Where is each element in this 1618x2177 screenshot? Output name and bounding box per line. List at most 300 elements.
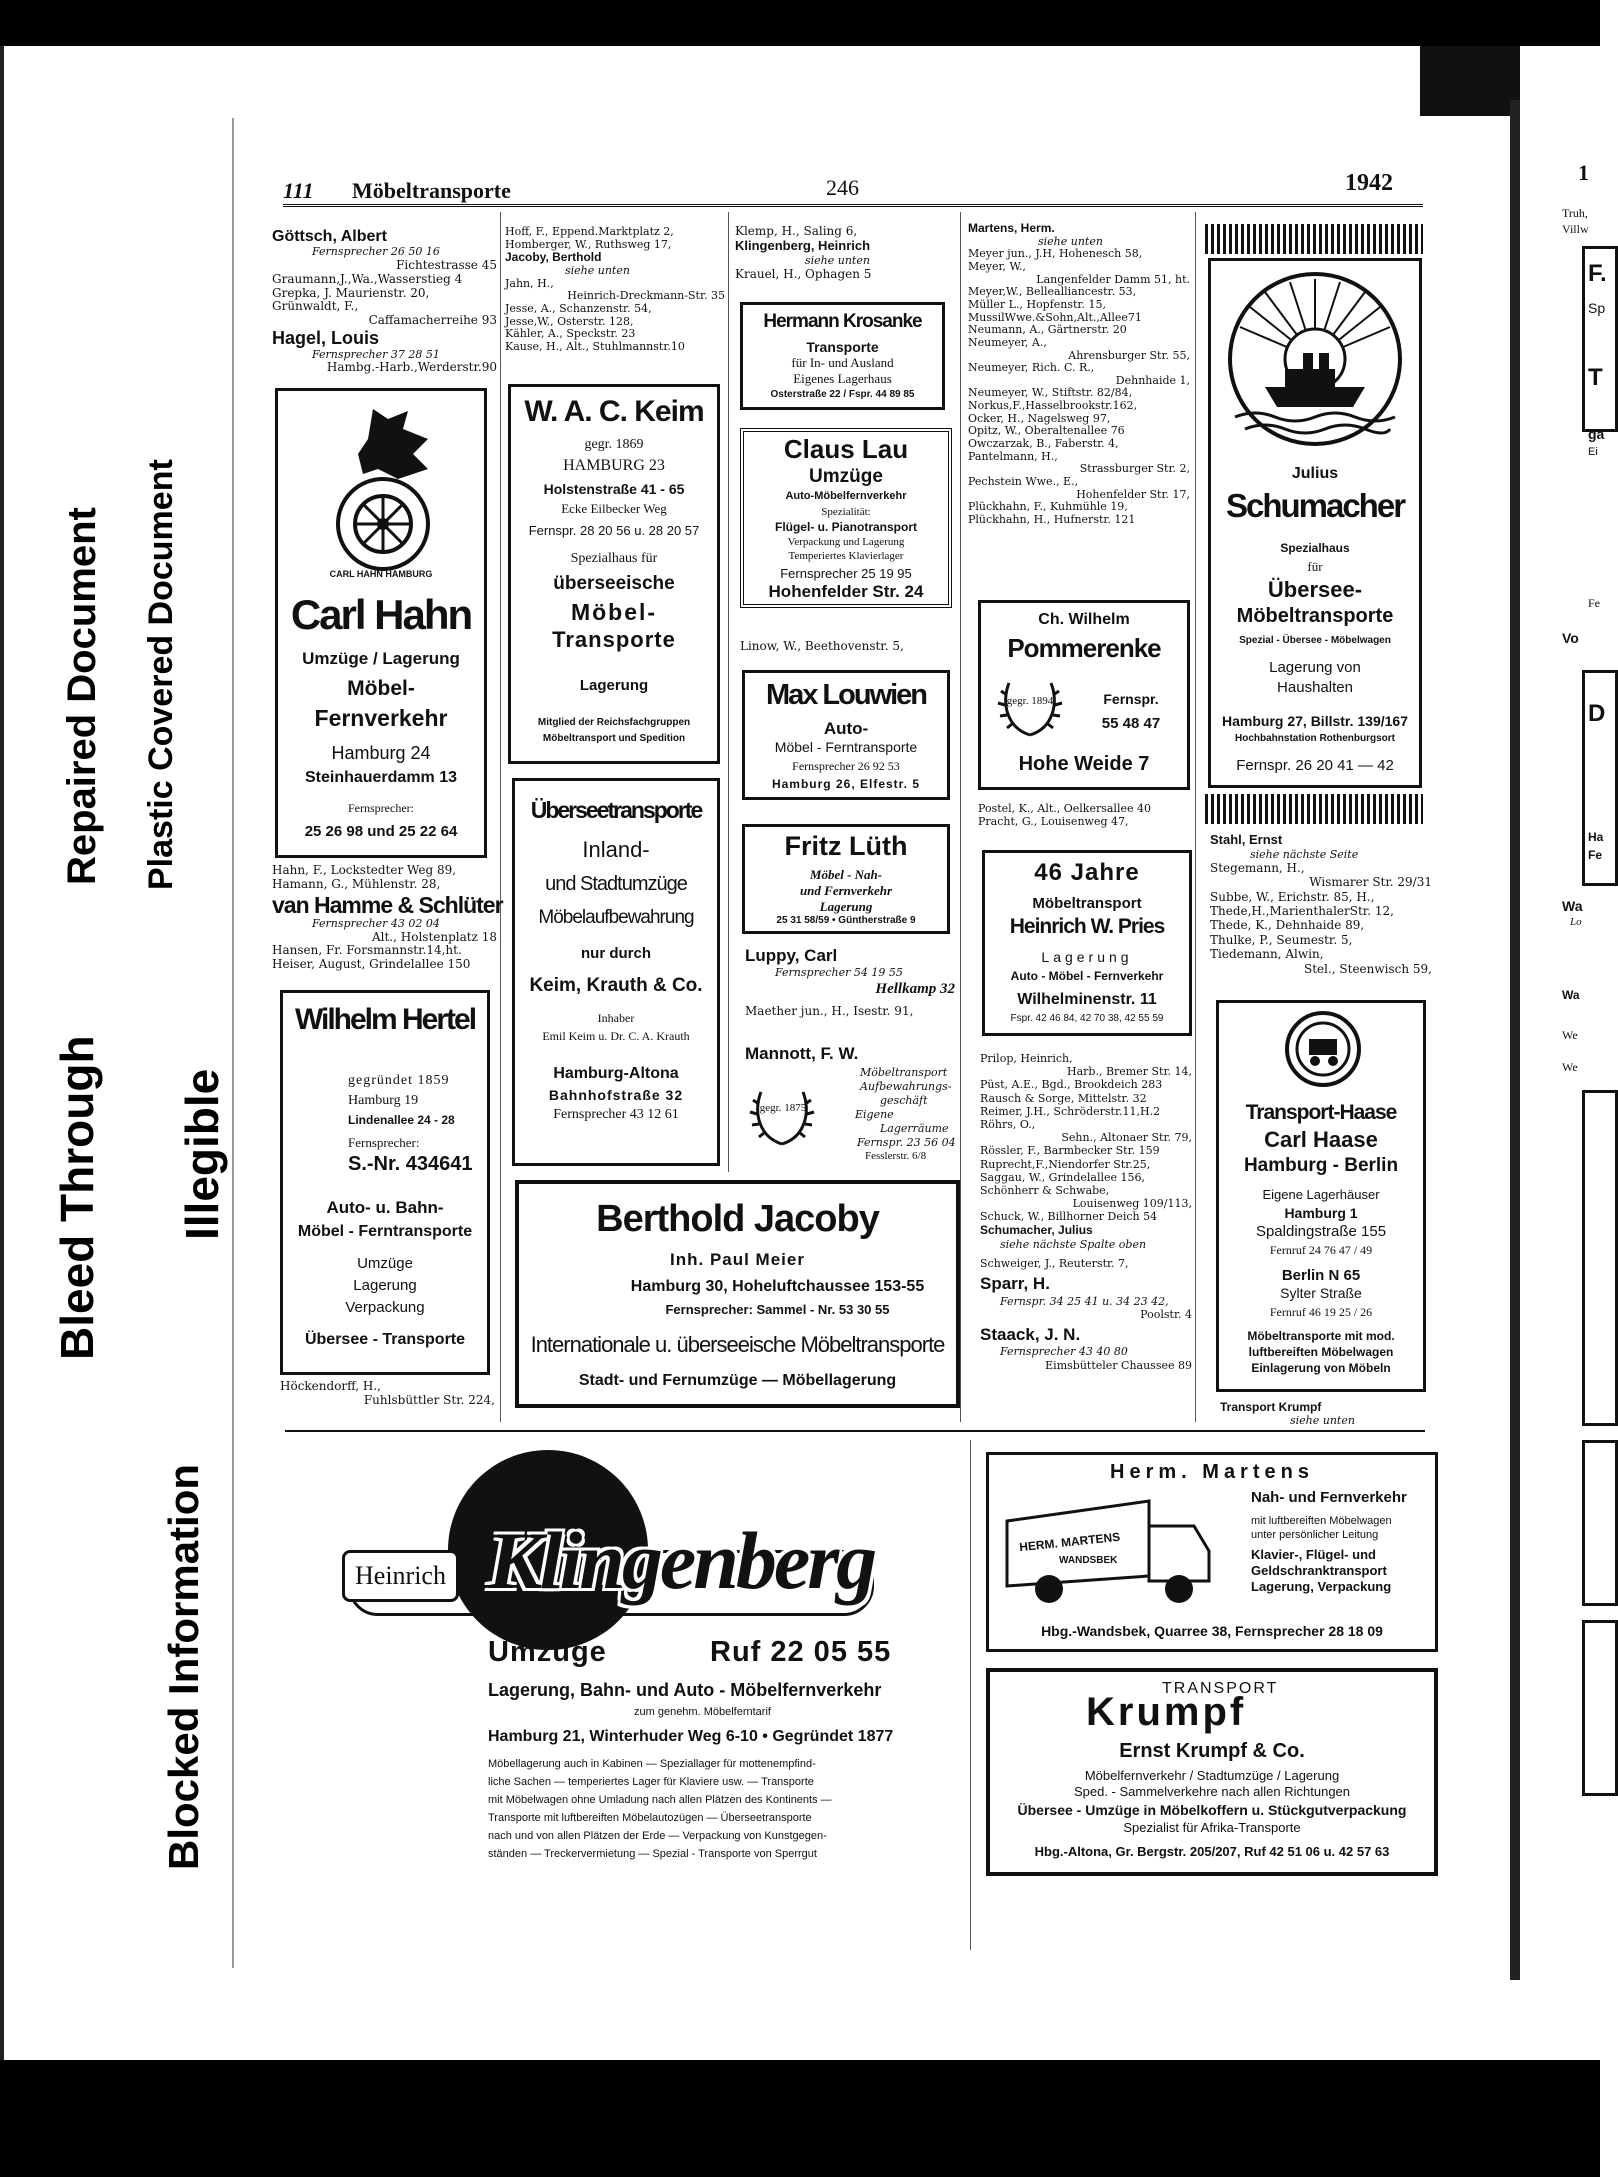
listing-entry: Schuck, W., Billhorner Deich 54 xyxy=(980,1210,1158,1224)
col4-bottom-listing xyxy=(980,1052,1192,1372)
listing-name: Transport Krumpf xyxy=(1220,1400,1322,1414)
listing-address: Eimsbütteler Chaussee 89 xyxy=(1045,1358,1192,1372)
krumpf-line3: Übersee - Umzüge in Möbelkoffern u. Stückgutverpackung xyxy=(1017,1802,1407,1818)
klingenberg-line10: ständen — Treckervermietung — Spezial - Transporte von Sperrgut xyxy=(488,1848,817,1860)
klingenberg-line6: liche Sachen — temperiertes Lager für Klaviere usw. — Transporte xyxy=(488,1776,814,1788)
label-blocked-information: Blocked Information xyxy=(160,1463,207,1870)
ad-krosanke xyxy=(740,302,945,410)
listing-entry: Thede, K., Dehnhaide 89, xyxy=(1210,918,1365,933)
pries-line4: Wilhelminenstr. 11 xyxy=(1017,991,1157,1008)
listing-entry: Owczarzak, B., Faberstr. 4, xyxy=(968,437,1119,451)
pommerenke-name: Pommerenke xyxy=(1007,633,1161,663)
ad-keim-krauth xyxy=(512,778,720,1166)
listing-entry: Plückhahn, F., Kuhmühle 19, xyxy=(968,500,1128,514)
mannott-line6: Fernspr. 23 56 04 xyxy=(857,1136,956,1149)
lau-line3: Spezialität: xyxy=(821,506,871,518)
pries-name: Heinrich W. Pries xyxy=(1009,915,1165,938)
listing-entry: Kause, H., Alt., Stuhlmannstr.10 xyxy=(505,339,685,353)
lueth-name: Fritz Lüth xyxy=(784,831,908,861)
fragment-box xyxy=(1582,1440,1618,1606)
ad-fritz-lueth xyxy=(742,824,950,934)
martens-line3: unter persönlicher Leitung xyxy=(1251,1529,1379,1541)
schumacher-name: Schumacher xyxy=(1225,487,1405,524)
hertel-street: Lindenallee 24 - 28 xyxy=(348,1113,455,1127)
klingenberg-line1b: Ruf 22 05 55 xyxy=(710,1636,892,1668)
lau-line2: Auto-Möbelfernverkehr xyxy=(785,490,907,502)
haase-city: Hamburg - Berlin xyxy=(1243,1155,1399,1176)
pommerenke-founded: gegr. 1894 xyxy=(1006,695,1054,707)
keim-corner: Ecke Eilbecker Weg xyxy=(561,501,667,516)
carl-hahn-name: Carl Hahn xyxy=(290,591,472,638)
col3-linow: Linow, W., Beethovenstr. 5, xyxy=(740,639,904,653)
lau-line1: Umzüge xyxy=(809,466,883,487)
listing-phone: Fernsprecher 26 50 16 xyxy=(312,245,440,259)
krumpf-name: Krumpf xyxy=(1086,1690,1247,1734)
listing-name: van Hamme & Schlüter xyxy=(272,891,503,918)
mannott-line7: Fesslerstr. 6/8 xyxy=(865,1150,927,1162)
listing-name: Staack, J. N. xyxy=(980,1324,1081,1344)
klingenberg-name: Klingenberg xyxy=(488,1515,875,1606)
klingenberg-line3: zum genehm. Möbelferntarif xyxy=(634,1706,771,1718)
krumpf-line1: Möbelfernverkehr / Stadtumzüge / Lagerung xyxy=(1084,1768,1340,1783)
listing-entry: Ruprecht,F.,Niendorfer Str.25, xyxy=(980,1157,1151,1171)
fragment-text: Villw xyxy=(1562,222,1589,236)
col-divider-4 xyxy=(1195,212,1196,1422)
listing-name: Klingenberg, Heinrich xyxy=(735,238,871,254)
jacoby-line2: Stadt- und Fernumzüge — Möbellagerung xyxy=(578,1372,897,1389)
jacoby-phone: Fernsprecher: Sammel - Nr. 53 30 55 xyxy=(665,1302,890,1317)
listing-entry: Graumann,J.,Wa.,Wasserstieg 4 xyxy=(272,271,463,286)
mannott-name: Mannott, F. W. xyxy=(745,1044,859,1063)
scan-border-top xyxy=(0,0,1600,46)
listing-entry: Kähler, A., Speckstr. 23 xyxy=(505,327,636,341)
label-repaired-document: Repaired Document xyxy=(60,507,104,885)
haase-line8: Möbeltransporte mit mod. xyxy=(1247,1329,1395,1343)
louwien-line3: Fernsprecher 26 92 53 xyxy=(792,759,900,773)
listing-phone: Fernsprecher 43 40 80 xyxy=(1000,1345,1128,1359)
laurel-wreath-icon xyxy=(747,1082,817,1152)
carl-hahn-city: Hamburg 24 xyxy=(331,743,431,763)
col3-luppy xyxy=(745,946,955,1018)
krumpf-line5: Hbg.-Altona, Gr. Bergstr. 205/207, Ruf 42 51 06 u. 42 57 63 xyxy=(1034,1844,1390,1859)
fragment-text: F. xyxy=(1588,260,1607,287)
keim2-line2: Inland- xyxy=(582,837,650,862)
fragment-text: Wa xyxy=(1562,988,1580,1002)
hertel-founded: gegründet 1859 xyxy=(348,1073,450,1088)
listing-entry: Grünwaldt, F., xyxy=(272,299,359,314)
jacoby-line1: Internationale u. überseeische Möbeltransporte xyxy=(530,1332,945,1357)
bottom-rule xyxy=(285,1430,1425,1432)
listing-entry: MussilWwe.&Sohn,Alt.,Allee71 xyxy=(968,310,1142,324)
haase-line4: Fernruf 24 76 47 / 49 xyxy=(1269,1243,1373,1257)
listing-entry: Röhrs, O., xyxy=(980,1117,1036,1131)
schumacher-line1: Spezialhaus xyxy=(1280,541,1350,555)
fragment-text: Lo xyxy=(1570,916,1582,928)
schumacher-line9: Hochbahnstation Rothenburgsort xyxy=(1235,733,1395,744)
keim-name: W. A. C. Keim xyxy=(524,395,704,428)
listing-entry: Klemp, H., Saling 6, xyxy=(735,224,858,238)
fragment-year: 1 xyxy=(1578,160,1589,185)
listing-entry: Neumeyer, Rich. C. R., xyxy=(968,361,1095,375)
haase-logo-icon xyxy=(1283,1009,1363,1089)
listing-entry: Neumeyer, A., xyxy=(968,335,1047,349)
listing-entry: Homberger, W., Ruthsweg 17, xyxy=(505,237,672,251)
keim2-line1: Überseetransporte xyxy=(530,797,702,823)
ad-krumpf xyxy=(986,1668,1438,1876)
fragment-text: Fe xyxy=(1588,848,1603,862)
hertel-line3: Umzüge xyxy=(357,1255,413,1272)
col-divider-3 xyxy=(960,212,961,1422)
klingenberg-first: Heinrich xyxy=(342,1550,459,1602)
martens-line1: Nah- und Fernverkehr xyxy=(1251,1489,1407,1506)
listing-name: Martens, Herm. xyxy=(968,221,1055,235)
krosanke-line4: Osterstraße 22 / Fspr. 44 89 85 xyxy=(770,389,915,400)
keim-street: Holstenstraße 41 - 65 xyxy=(543,481,685,497)
schumacher-line2: für xyxy=(1307,559,1323,574)
lau-line7: Fernsprecher 25 19 95 xyxy=(780,566,912,581)
fragment-text: We xyxy=(1562,1028,1578,1042)
listing-entry: Plückhahn, H., Hufnerstr. 121 xyxy=(968,512,1136,526)
listing-entry: Meyer,W., Bellealliancestr. 53, xyxy=(968,285,1137,299)
listing-note: siehe unten xyxy=(565,264,630,278)
header-section-number: 111 xyxy=(283,178,314,203)
listing-entry: Pechstein Wwe., E., xyxy=(968,474,1079,488)
listing-address: Sehn., Altonaer Str. 79, xyxy=(1061,1131,1192,1145)
listing-note: siehe nächste Seite xyxy=(1250,847,1359,861)
klingenberg-line1: Umzüge xyxy=(488,1636,607,1668)
krumpf-line2: Sped. - Sammelverkehre nach allen Richtungen xyxy=(1073,1784,1351,1799)
mannott-line1: Möbeltransport xyxy=(860,1066,948,1079)
listing-entry: Höckendorff, H., xyxy=(280,1379,381,1393)
listing-note: siehe unten xyxy=(805,253,870,267)
lau-line6: Temperiertes Klavierlager xyxy=(788,550,904,562)
pommerenke-phone: 55 48 47 xyxy=(1101,715,1161,732)
keim-spec4: Transporte xyxy=(552,627,676,652)
lau-name: Claus Lau xyxy=(783,434,909,464)
listing-note: siehe unten xyxy=(1290,1414,1355,1428)
listing-entry: Saggau, W., Grindelallee 156, xyxy=(980,1170,1146,1184)
martens-truck-label: HERM. MARTENS xyxy=(1018,1529,1121,1555)
ad-berthold-jacoby xyxy=(515,1180,960,1408)
klingenberg-line2: Lagerung, Bahn- und Auto - Möbelfernverkehr xyxy=(488,1680,882,1700)
listing-entry: Jesse,W., Osterstr. 128, xyxy=(505,314,634,328)
listing-address: Fuhlsbüttler Str. 224, xyxy=(363,1392,495,1407)
louwien-line4: Hamburg 26, Elfestr. 5 xyxy=(771,777,921,791)
fragment-text: T xyxy=(1588,364,1603,391)
haase-name2: Carl Haase xyxy=(1264,1127,1378,1152)
listing-entry: Tiedemann, Alwin, xyxy=(1210,947,1324,962)
keim2-line8: Emil Keim u. Dr. C. A. Krauth xyxy=(542,1029,690,1043)
listing-address: Harb., Bremer Str. 14, xyxy=(1067,1065,1192,1079)
sun-ship-icon xyxy=(1225,267,1405,457)
hertel-line2: Möbel - Ferntransporte xyxy=(297,1223,473,1240)
listing-name: Stahl, Ernst xyxy=(1210,832,1283,847)
listing-address: Dehnhaide 1, xyxy=(1115,373,1190,387)
listing-name: Göttsch, Albert xyxy=(272,228,387,245)
schumacher-stripe-bottom xyxy=(1205,794,1423,824)
listing-entry: Maether jun., H., Isestr. 91, xyxy=(745,1003,914,1018)
col5-bottom-listing xyxy=(1220,1400,1420,1428)
martens-line7: Hbg.-Wandsbek, Quarree 38, Fernsprecher 28 18 09 xyxy=(1041,1623,1383,1639)
col-divider-2 xyxy=(728,212,729,1172)
pommerenke-phone-label: Fernspr. xyxy=(1103,691,1159,707)
klingenberg-line8: Transporte mit luftbereiften Möbelautozügen — Überseetransporte xyxy=(488,1812,812,1824)
hertel-line5: Verpackung xyxy=(345,1299,425,1316)
listing-entry: Meyer, W., xyxy=(968,260,1026,274)
pries-line5: Fspr. 42 46 84, 42 70 38, 42 55 59 xyxy=(1010,1013,1164,1024)
listing-entry: Postel, K., Alt., Oelkersallee 40 xyxy=(978,802,1151,815)
listing-entry: Hamann, G., Mühlenstr. 28, xyxy=(272,876,441,891)
ad-wilhelm-hertel xyxy=(280,990,490,1375)
col3-top-listing xyxy=(735,224,955,282)
col5-mid-listing xyxy=(1210,832,1432,976)
hertel-line6: Übersee - Transporte xyxy=(304,1331,466,1348)
krosanke-name: Hermann Krosanke xyxy=(763,311,922,332)
listing-entry: Rössler, F., Barmbecker Str. 159 xyxy=(980,1144,1160,1158)
listing-entry: Heiser, August, Grindelallee 150 xyxy=(272,957,471,972)
fragment-box xyxy=(1582,1090,1618,1426)
listing-address: Fichtestrasse 45 xyxy=(396,258,497,273)
keim2-line11: Fernsprecher 43 12 61 xyxy=(553,1107,679,1122)
carl-hahn-line2: Möbel- xyxy=(347,677,415,700)
listing-entry: Prilop, Heinrich, xyxy=(980,1052,1073,1065)
fragment-text: We xyxy=(1562,1060,1578,1074)
keim2-line7: Inhaber xyxy=(597,1011,635,1025)
lau-line8: Hohenfelder Str. 24 xyxy=(768,582,924,601)
pries-line0: 46 Jahre xyxy=(1034,859,1140,886)
martens-line5: Geldschranktransport xyxy=(1251,1563,1387,1578)
listing-entry: Schweiger, J., Reuterstr. 7, xyxy=(980,1257,1129,1271)
martens-line2: mit luftbereiften Möbelwagen xyxy=(1251,1515,1392,1527)
rooster-wheel-logo xyxy=(318,399,448,589)
martens-truck-label2: WANDSBEK xyxy=(1059,1555,1118,1566)
col1-top-listing xyxy=(272,228,497,375)
pries-line3: Auto - Möbel - Fernverkehr xyxy=(1010,969,1164,983)
schumacher-line6: Lagerung von xyxy=(1269,659,1361,676)
listing-name: Sparr, H. xyxy=(980,1274,1050,1294)
listing-entry: Reimer, J.H., Schröderstr.11,H.2 xyxy=(980,1104,1161,1118)
krumpf-firm: Ernst Krumpf & Co. xyxy=(1119,1740,1305,1762)
header-year: 1942 xyxy=(1345,170,1393,196)
listing-name: Hagel, Louis xyxy=(272,328,380,349)
col4-top-listing xyxy=(968,222,1190,527)
header-section-title: Möbeltransporte xyxy=(352,178,511,203)
keim2-line6: Keim, Krauth & Co. xyxy=(529,975,703,996)
mannott-line5: Lagerräume xyxy=(880,1122,949,1135)
fragment-text: Wa xyxy=(1562,898,1583,914)
carl-hahn-logo-text: CARL HAHN HAMBURG xyxy=(329,569,433,579)
listing-address: Hambg.-Harb.,Werderstr.90 xyxy=(326,360,497,375)
listing-address: Alt., Holstenplatz 18 xyxy=(371,929,497,944)
listing-entry: Püst, A.E., Bgd., Brookdeich 283 xyxy=(980,1078,1163,1092)
listing-address: Poolstr. 4 xyxy=(1140,1307,1192,1321)
col-divider-5 xyxy=(970,1440,971,1950)
header-rule xyxy=(283,204,1423,207)
listing-phone: Fernsprecher 54 19 55 xyxy=(775,966,903,980)
schumacher-stripe-top xyxy=(1205,224,1423,254)
keim-phones: Fernspr. 28 20 56 u. 28 20 57 xyxy=(528,523,700,538)
listing-address: Wismarer Str. 29/31 xyxy=(1309,875,1432,890)
next-page-fragment xyxy=(1530,100,1607,1960)
listing-name: Luppy, Carl xyxy=(745,946,838,965)
keim-member: Mitglied der Reichsfachgruppen xyxy=(537,717,691,728)
krosanke-line3: Eigenes Lagerhaus xyxy=(793,371,892,386)
col4-mid-listing xyxy=(978,802,1190,828)
jacoby-owner: Inh. Paul Meier xyxy=(670,1250,805,1269)
martens-line4: Klavier-, Flügel- und xyxy=(1251,1547,1376,1562)
haase-line10: Einlagerung von Möbeln xyxy=(1251,1361,1391,1375)
keim-spec2: überseeische xyxy=(553,573,675,594)
martens-line6: Lagerung, Verpackung xyxy=(1251,1579,1392,1594)
ad-transport-haase xyxy=(1216,1000,1426,1392)
hertel-line1: Auto- u. Bahn- xyxy=(326,1198,444,1217)
lueth-line1: Möbel - Nah- xyxy=(809,867,883,882)
pommerenke-line0: Ch. Wilhelm xyxy=(1038,611,1130,628)
fragment-box xyxy=(1582,1620,1618,1796)
header-page-number: 246 xyxy=(826,175,859,200)
listing-entry: Hahn, F., Lockstedter Weg 89, xyxy=(272,863,457,877)
keim-city: HAMBURG 23 xyxy=(563,457,665,474)
listing-address: Strassburger Str. 2, xyxy=(1079,462,1190,476)
schumacher-line7: Haushalten xyxy=(1277,679,1353,696)
ad-max-louwien xyxy=(742,670,950,800)
martens-name: Herm. Martens xyxy=(1110,1461,1314,1483)
label-plastic-covered: Plastic Covered Document xyxy=(142,459,180,890)
scan-border-bottom xyxy=(0,2060,1600,2177)
listing-entry: Subbe, W., Erichstr. 85, H., xyxy=(1210,889,1375,904)
krumpf-line4: Spezialist für Afrika-Transporte xyxy=(1123,1820,1301,1835)
lau-line4: Flügel- u. Pianotransport xyxy=(774,520,917,534)
jacoby-address: Hamburg 30, Hoheluftchaussee 153-55 xyxy=(630,1278,925,1295)
listing-entry: Neumann, A., Gärtnerstr. 20 xyxy=(968,323,1127,337)
listing-entry: Norkus,F.,Hasselbrookstr.162, xyxy=(968,399,1138,413)
keim2-line5: nur durch xyxy=(581,945,651,962)
listing-entry: Krauel, H., Ophagen 5 xyxy=(735,267,872,282)
mannott-line4: Eigene xyxy=(855,1108,894,1121)
klingenberg-line7: mit Möbelwagen ohne Umladung nach allen Plätzen des Kontinents — xyxy=(488,1794,832,1806)
listing-entry: Neumeyer, W., Stiftstr. 82/84, xyxy=(968,386,1133,400)
listing-address: Caffamacherreihe 93 xyxy=(368,313,497,328)
listing-entry: Stegemann, H., xyxy=(1210,860,1305,875)
listing-entry: Ocker, H., Nagelsweg 97, xyxy=(968,411,1111,425)
listing-entry: Rausch & Sorge, Mittelstr. 32 xyxy=(980,1091,1147,1105)
listing-address: Heinrich-Dreckmann-Str. 35 xyxy=(567,289,725,303)
krosanke-line1: Transporte xyxy=(806,339,879,355)
carl-hahn-street: Steinhauerdamm 13 xyxy=(304,769,458,786)
listing-phone: Fernsprecher 43 02 04 xyxy=(312,917,440,931)
hertel-city: Hamburg 19 xyxy=(348,1093,419,1108)
label-bleed-through: Bleed Through xyxy=(51,1035,103,1360)
keim2-line10: Bahnhofstraße 32 xyxy=(548,1087,684,1103)
schumacher-line10: Fernspr. 26 20 41 — 42 xyxy=(1236,757,1394,774)
fragment-text: Fe xyxy=(1588,596,1600,610)
louwien-line1: Auto- xyxy=(823,719,869,738)
keim-founded: gegr. 1869 xyxy=(584,437,644,452)
keim2-line3: und Stadtumzüge xyxy=(545,873,687,895)
haase-line2: Hamburg 1 xyxy=(1284,1205,1358,1221)
fragment-text: Vo xyxy=(1562,630,1579,646)
listing-entry: Grepka, J. Maurienstr. 20, xyxy=(272,285,430,300)
haase-line9: luftbereiften Möbelwagen xyxy=(1248,1345,1394,1359)
haase-name: Transport-Haase xyxy=(1245,1101,1397,1124)
scan-border-left xyxy=(0,46,4,2060)
listing-entry: Jahn, H., xyxy=(505,276,554,290)
lau-line5: Verpackung und Lagerung xyxy=(787,536,905,548)
label-illegible: Illegible xyxy=(176,1068,228,1240)
listing-phone: Fernspr. 34 25 41 u. 34 23 42, xyxy=(1000,1294,1169,1308)
listing-name: Jacoby, Berthold xyxy=(505,250,602,265)
ad-pries xyxy=(982,850,1192,1036)
listing-address: Louisenweg 109/113, xyxy=(1072,1197,1192,1211)
ad-claus-lau xyxy=(740,428,952,608)
haase-line5: Berlin N 65 xyxy=(1281,1267,1361,1284)
pries-line1: Möbeltransport xyxy=(1032,895,1142,912)
keim2-line4: Möbelaufbewahrung xyxy=(538,907,694,928)
schumacher-line3: Übersee- xyxy=(1267,577,1363,602)
col-divider-1 xyxy=(500,212,501,1422)
schumacher-line8: Hamburg 27, Billstr. 139/167 xyxy=(1222,713,1408,729)
klingenberg-line5: Möbellagerung auch in Kabinen — Speziallager für mottenempfind- xyxy=(488,1758,816,1770)
haase-line7: Fernruf 46 19 25 / 26 xyxy=(1269,1305,1373,1319)
carl-hahn-line1: Umzüge / Lagerung xyxy=(302,649,460,668)
keim2-line9: Hamburg-Altona xyxy=(553,1065,679,1082)
listing-entry: Opitz, W., Oberaltenallee 76 xyxy=(968,424,1125,438)
klingenberg-line4: Hamburg 21, Winterhuder Weg 6-10 • Gegründet 1877 xyxy=(488,1728,894,1745)
fragment-text: Ei xyxy=(1588,446,1598,458)
keim-member2: Möbeltransport und Spedition xyxy=(542,733,686,744)
fragment-text: ga xyxy=(1588,426,1605,442)
listing-entry: Pantelmann, H., xyxy=(968,449,1058,463)
ad-schumacher xyxy=(1208,258,1422,788)
haase-line1: Eigene Lagerhäuser xyxy=(1262,1187,1380,1202)
lueth-line3: Lagerung xyxy=(819,899,873,914)
listing-address: Hohenfelder Str. 17, xyxy=(1076,487,1190,501)
listing-entry: Thulke, P., Seumestr. 5, xyxy=(1210,932,1353,947)
col1-bottom-listing xyxy=(280,1380,495,1408)
listing-entry: Hoff, F., Eppend.Marktplatz 2, xyxy=(505,225,674,238)
mannott-line3: geschäft xyxy=(880,1094,928,1107)
hertel-phone-label: Fernsprecher: xyxy=(348,1135,420,1150)
carl-hahn-phone-label: Fernsprecher: xyxy=(348,801,414,815)
col2-top-listing xyxy=(505,226,725,354)
mannott-founded: gegr. 1875 xyxy=(759,1102,807,1114)
listing-entry: Thede,H.,MarienthalerStr. 12, xyxy=(1210,903,1394,918)
haase-line3: Spaldingstraße 155 xyxy=(1255,1223,1387,1240)
ad-pommerenke xyxy=(978,600,1190,790)
jacoby-name: Berthold Jacoby xyxy=(596,1198,879,1240)
pommerenke-street: Hohe Weide 7 xyxy=(1018,753,1150,775)
listing-note: siehe unten xyxy=(1038,234,1103,248)
carl-hahn-line3: Fernverkehr xyxy=(314,705,448,731)
ad-carl-hahn xyxy=(275,388,487,858)
listing-entry: Müller L., Hopfenstr. 15, xyxy=(968,298,1106,311)
fragment-text: Truh, xyxy=(1562,206,1588,220)
listing-entry: Pracht, G., Louisenweg 47, xyxy=(978,815,1129,829)
ad-herm-martens xyxy=(986,1452,1438,1652)
listing-address: Hellkamp 32 xyxy=(875,980,955,997)
klingenberg-line9: nach und von allen Plätzen der Erde — Verpackung von Kunstgegen- xyxy=(488,1830,827,1842)
listing-entry: Hansen, Fr. Forsmannstr.14,ht. xyxy=(272,943,462,958)
fragment-text: Ha xyxy=(1588,830,1604,844)
fragment-text: D xyxy=(1588,700,1606,727)
lueth-line4: 25 31 58/59 • Güntherstraße 9 xyxy=(776,915,916,926)
listing-phone: Fernsprecher 37 28 51 xyxy=(312,347,440,361)
ad-mannott xyxy=(745,1044,957,1174)
mannott-line2: Aufbewahrungs- xyxy=(860,1080,952,1093)
listing-entry: Jesse, A., Schanzenstr. 54, xyxy=(505,302,652,315)
listing-note: siehe nächste Spalte oben xyxy=(1000,1237,1147,1251)
right-spine xyxy=(1420,46,1520,116)
